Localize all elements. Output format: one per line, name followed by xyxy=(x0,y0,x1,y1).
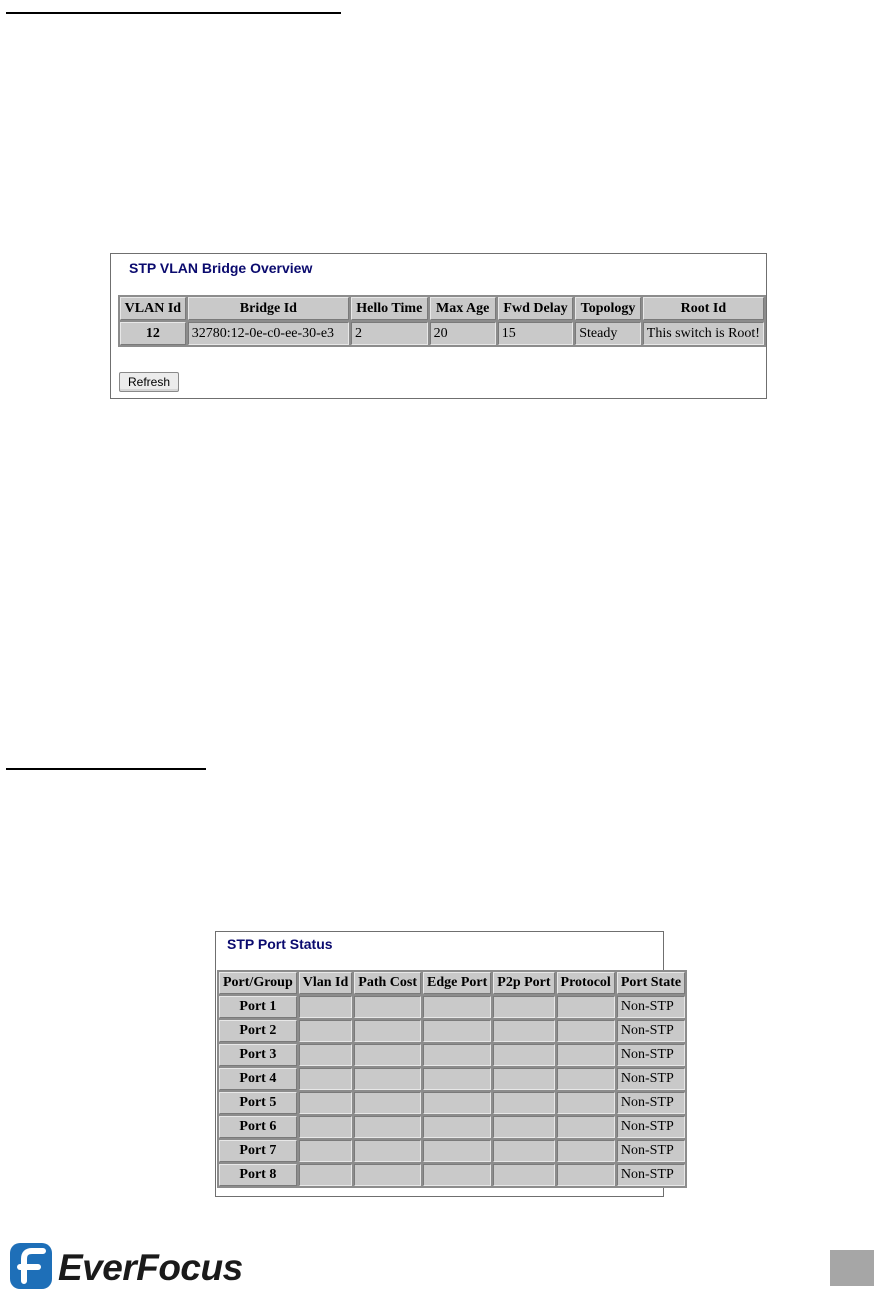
col-header-vlan-id: VLAN Id xyxy=(120,297,186,320)
col-header-protocol: Protocol xyxy=(557,972,615,994)
cell-topology: Steady xyxy=(575,322,641,345)
cell-vlan-id xyxy=(299,1140,353,1162)
col-header-port-state: Port State xyxy=(617,972,685,994)
col-header-root-id: Root Id xyxy=(643,297,764,320)
cell-vlan-id xyxy=(299,1116,353,1138)
panel-title: STP VLAN Bridge Overview xyxy=(129,260,313,276)
cell-p2p-port xyxy=(493,1020,554,1042)
cell-p2p-port xyxy=(493,1140,554,1162)
col-header-bridge-id: Bridge Id xyxy=(188,297,349,320)
cell-vlan-id xyxy=(299,1092,353,1114)
cell-p2p-port xyxy=(493,1068,554,1090)
cell-port: Port 2 xyxy=(219,1020,297,1042)
refresh-button[interactable]: Refresh xyxy=(119,372,179,392)
col-header-port-group: Port/Group xyxy=(219,972,297,994)
section-heading-underline-port-status xyxy=(6,768,206,770)
cell-vlan-id xyxy=(299,1164,353,1186)
cell-vlan-id xyxy=(299,1068,353,1090)
cell-p2p-port xyxy=(493,1044,554,1066)
cell-port-state: Non-STP xyxy=(617,1020,685,1042)
cell-edge-port xyxy=(423,1164,491,1186)
cell-path-cost xyxy=(354,1140,421,1162)
cell-max-age: 20 xyxy=(430,322,496,345)
cell-protocol xyxy=(557,996,615,1018)
cell-edge-port xyxy=(423,1140,491,1162)
cell-path-cost xyxy=(354,1068,421,1090)
section-heading-underline-top xyxy=(6,12,341,14)
cell-path-cost xyxy=(354,1116,421,1138)
cell-port: Port 8 xyxy=(219,1164,297,1186)
col-header-path-cost: Path Cost xyxy=(354,972,421,994)
cell-port: Port 1 xyxy=(219,996,297,1018)
cell-edge-port xyxy=(423,1092,491,1114)
cell-port-state: Non-STP xyxy=(617,1068,685,1090)
cell-edge-port xyxy=(423,1116,491,1138)
cell-hello-time: 2 xyxy=(351,322,428,345)
col-header-vlan-id: Vlan Id xyxy=(299,972,353,994)
col-header-edge-port: Edge Port xyxy=(423,972,491,994)
cell-port-state: Non-STP xyxy=(617,1164,685,1186)
cell-bridge-id: 32780:12-0e-c0-ee-30-e3 xyxy=(188,322,349,345)
everfocus-f-logo-icon xyxy=(10,1243,52,1294)
table-row xyxy=(219,1140,685,1162)
cell-port-state: Non-STP xyxy=(617,1044,685,1066)
col-header-hello-time: Hello Time xyxy=(351,297,428,320)
cell-protocol xyxy=(557,1068,615,1090)
cell-vlan-id xyxy=(299,1044,353,1066)
cell-vlan-id: 12 xyxy=(120,322,186,345)
cell-edge-port xyxy=(423,1020,491,1042)
brand-name: EverFocus xyxy=(58,1247,243,1288)
cell-port: Port 6 xyxy=(219,1116,297,1138)
cell-fwd-delay: 15 xyxy=(498,322,573,345)
cell-p2p-port xyxy=(493,1164,554,1186)
cell-port-state: Non-STP xyxy=(617,1140,685,1162)
stp-port-status-panel xyxy=(215,931,682,1197)
table-row xyxy=(219,1116,685,1138)
table-row xyxy=(219,996,685,1018)
cell-path-cost xyxy=(354,1092,421,1114)
cell-edge-port xyxy=(423,1044,491,1066)
cell-path-cost xyxy=(354,996,421,1018)
panel-title: STP Port Status xyxy=(227,936,333,952)
cell-path-cost xyxy=(354,1164,421,1186)
cell-p2p-port xyxy=(493,1092,554,1114)
cell-root-id: This switch is Root! xyxy=(643,322,764,345)
table-row xyxy=(219,1164,685,1186)
col-header-topology: Topology xyxy=(575,297,641,320)
cell-vlan-id xyxy=(299,996,353,1018)
col-header-fwd-delay: Fwd Delay xyxy=(498,297,573,320)
cell-vlan-id xyxy=(299,1020,353,1042)
cell-protocol xyxy=(557,1164,615,1186)
cell-edge-port xyxy=(423,1068,491,1090)
bridge-overview-table xyxy=(118,295,766,347)
page-number-box xyxy=(830,1250,874,1286)
cell-protocol xyxy=(557,1116,615,1138)
table-row xyxy=(120,322,764,345)
table-row xyxy=(219,1092,685,1114)
cell-p2p-port xyxy=(493,1116,554,1138)
table-row xyxy=(219,1044,685,1066)
cell-port-state: Non-STP xyxy=(617,996,685,1018)
table-row xyxy=(219,1068,685,1090)
cell-protocol xyxy=(557,1044,615,1066)
cell-path-cost xyxy=(354,1020,421,1042)
everfocus-logo xyxy=(10,1244,243,1292)
table-row xyxy=(219,1020,685,1042)
cell-port: Port 7 xyxy=(219,1140,297,1162)
cell-protocol xyxy=(557,1092,615,1114)
stp-vlan-bridge-overview-panel xyxy=(110,253,767,399)
cell-port: Port 5 xyxy=(219,1092,297,1114)
cell-protocol xyxy=(557,1140,615,1162)
cell-port-state: Non-STP xyxy=(617,1116,685,1138)
col-header-p2p-port: P2p Port xyxy=(493,972,554,994)
cell-p2p-port xyxy=(493,996,554,1018)
port-status-table xyxy=(217,970,687,1188)
cell-path-cost xyxy=(354,1044,421,1066)
cell-port: Port 3 xyxy=(219,1044,297,1066)
col-header-max-age: Max Age xyxy=(430,297,496,320)
cell-port: Port 4 xyxy=(219,1068,297,1090)
cell-port-state: Non-STP xyxy=(617,1092,685,1114)
cell-protocol xyxy=(557,1020,615,1042)
cell-edge-port xyxy=(423,996,491,1018)
